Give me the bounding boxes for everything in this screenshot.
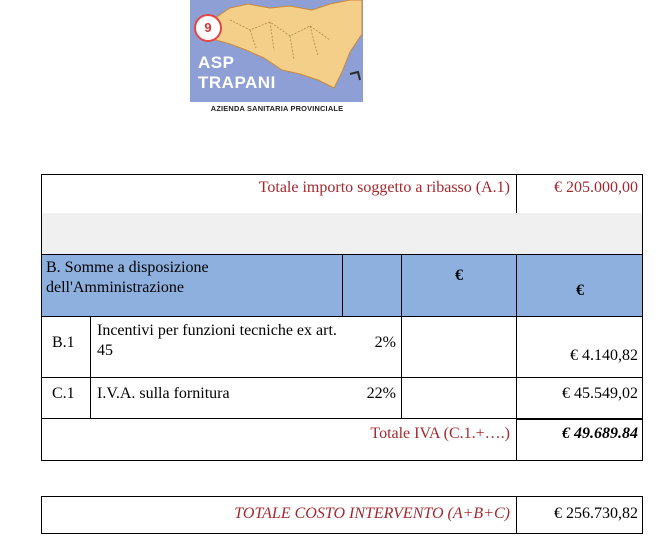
asp-trapani-logo xyxy=(190,0,367,117)
logo-subtitle: AZIENDA SANITARIA PROVINCIALE xyxy=(210,104,344,113)
totale-label: TOTALE COSTO INTERVENTO (A+B+C) xyxy=(234,505,510,522)
iva-total-label: Totale IVA (C.1.+….) xyxy=(370,425,510,442)
header-currency-1: € xyxy=(455,267,463,284)
logo-title-asp: ASP xyxy=(198,53,235,72)
grey-spacer-row xyxy=(41,213,643,254)
district-badge: 9 xyxy=(194,14,222,42)
row-description: I.V.A. sulla fornitura xyxy=(97,385,230,402)
logo-title-trapani: TRAPANI xyxy=(198,73,276,92)
row-amount: € 45.549,02 xyxy=(562,385,638,402)
row-percent: 22% xyxy=(366,385,396,402)
row-code: C.1 xyxy=(52,385,75,402)
importo-ribasso-value: € 205.000,00 xyxy=(554,179,638,196)
header-currency-2: € xyxy=(576,282,584,299)
totale-value: € 256.730,82 xyxy=(554,505,638,522)
row-percent: 2% xyxy=(374,334,396,351)
row-amount: € 4.140,82 xyxy=(570,347,638,364)
importo-ribasso-label: Totale importo soggetto a ribasso (A.1) xyxy=(258,179,510,196)
row-code: B.1 xyxy=(52,334,75,351)
row-description: Incentivi per funzioni tecniche ex art. 45 xyxy=(97,322,337,359)
header-label: B. Somme a disposizione dell'Amministrazione xyxy=(46,259,209,296)
iva-total-value: € 49.689.84 xyxy=(562,425,638,442)
